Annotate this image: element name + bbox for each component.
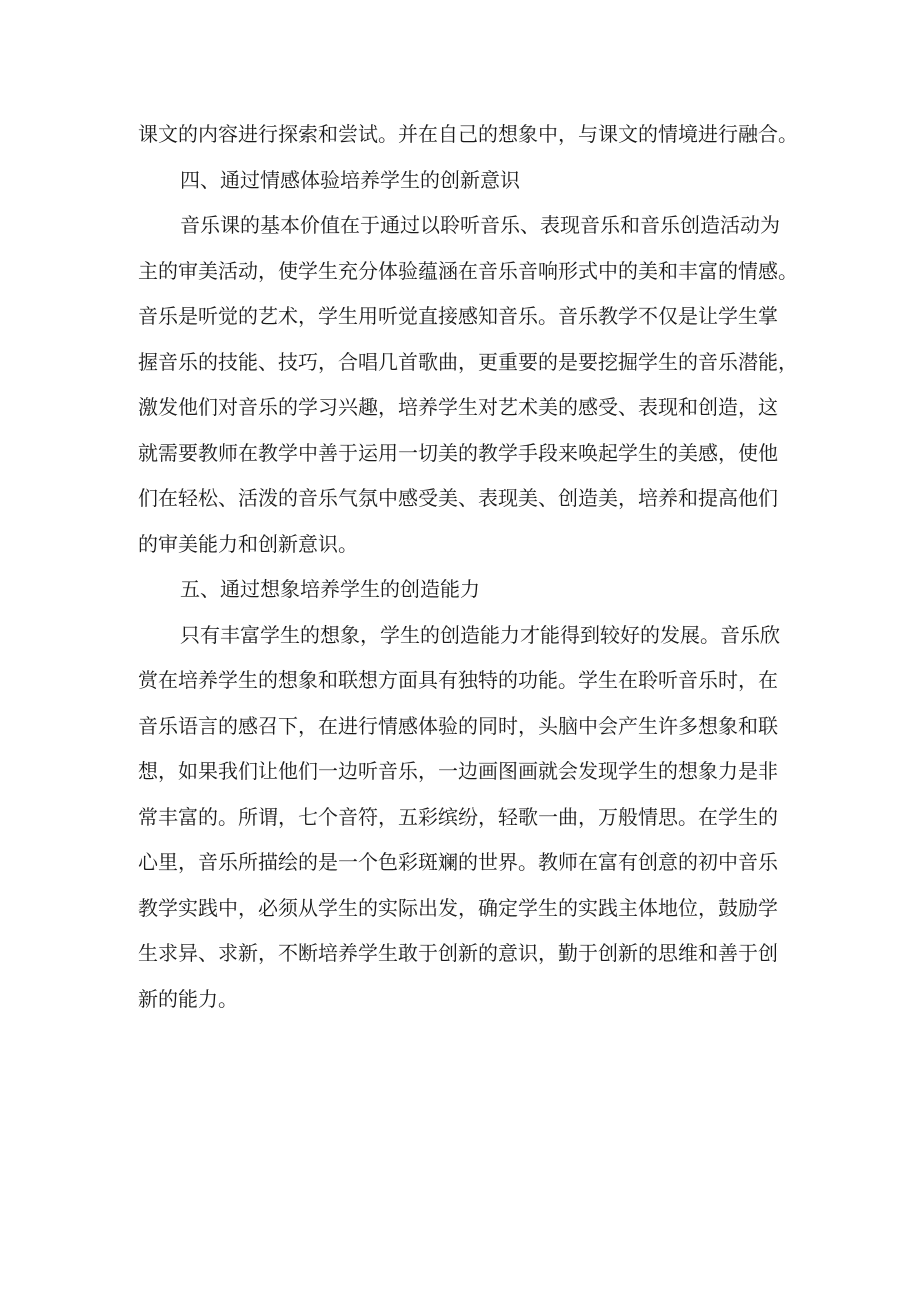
paragraph-first-line: 音乐课的基本价值在于通过以聆听音乐、表现音乐和音乐创造活动为 [180,213,780,237]
section-heading-4: 四、通过情感体验培养学生的创新意识 [180,167,520,192]
body-line: 音乐是听觉的艺术，学生用听觉直接感知音乐。音乐教学不仅是让学生掌 [138,304,778,328]
body-line: 的审美能力和创新意识。 [138,531,358,556]
body-line: 就需要教师在教学中善于运用一切美的教学手段来唤起学生的美感，使他 [138,440,778,465]
body-line: 们在轻松、活泼的音乐气氛中感受美、表现美、创造美，培养和提高他们 [138,486,778,510]
body-line: 教学实践中，必须从学生的实际出发，确定学生的实践主体地位，鼓励学 [138,895,778,920]
body-line: 激发他们对音乐的学习兴趣，培养学生对艺术美的感受、表现和创造，这 [138,395,778,419]
body-line: 想，如果我们让他们一边听音乐，一边画图画就会发现学生的想象力是非 [138,759,778,783]
body-line: 新的能力。 [138,986,238,1011]
body-line: 生求异、求新，不断培养学生敢于创新的意识，勤于创新的思维和善于创 [138,941,778,965]
body-line: 常丰富的。所谓，七个音符，五彩缤纷，轻歌一曲，万般情思。在学生的 [138,804,778,829]
body-line: 心里，音乐所描绘的是一个色彩斑斓的世界。教师在富有创意的初中音乐 [138,850,778,874]
body-line: 主的审美活动，使学生充分体验蕴涵在音乐音响形式中的美和丰富的情感。 [138,258,798,283]
section-heading-5: 五、通过想象培养学生的创造能力 [180,577,480,601]
document-body [138,112,798,1022]
body-line: 赏在培养学生的想象和联想方面具有独特的功能。学生在聆听音乐时，在 [138,668,778,692]
body-line: 课文的内容进行探索和尝试。并在自己的想象中，与课文的情境进行融合。 [138,122,798,146]
paragraph-first-line: 只有丰富学生的想象，学生的创造能力才能得到较好的发展。音乐欣 [180,622,780,647]
body-line: 音乐语言的感召下，在进行情感体验的同时，头脑中会产生许多想象和联 [138,713,778,738]
body-line: 握音乐的技能、技巧，合唱几首歌曲，更重要的是要挖掘学生的音乐潜能， [138,349,798,374]
